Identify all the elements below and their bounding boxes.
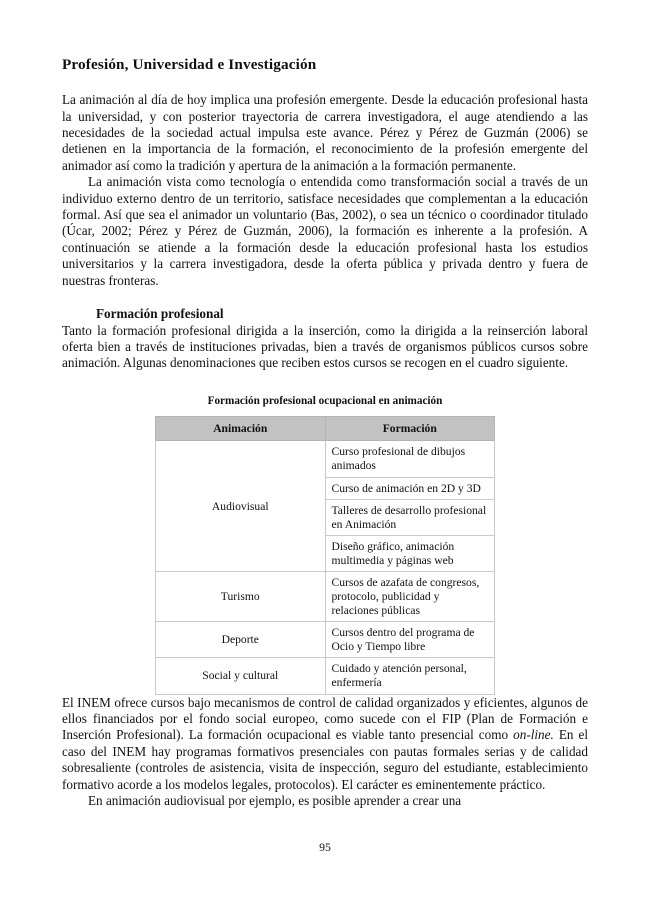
paragraph-intro: La animación al día de hoy implica una profesión emergente. Desde la educación profesional hasta la universidad, y con posterior trayectoria de carrera investigadora, el auge atendiendo a las necesidades de la sociedad actual impulsa este avance. Pérez y Pérez de Guzmán (2006) se detienen en la importancia de la formación, el reconocimiento de la profesión emergente del animador así como la tradición y apertura de la animación a la formación permanente. bbox=[62, 92, 588, 173]
section-heading-formacion-profesional: Formación profesional bbox=[96, 306, 224, 322]
page-title: Profesión, Universidad e Investigación bbox=[62, 56, 317, 73]
paragraph-formacion-profesional: Tanto la formación profesional dirigida a la inserción, como la dirigida a la reinserción laboral oferta bien a través de instituciones privadas, bien a través de organismos públicos cursos sobre animación. Algunas denominaciones que reciben estos cursos se recogen en el cuadro siguiente. bbox=[62, 322, 588, 371]
column-header-formacion: Formación bbox=[325, 416, 495, 441]
table-cell-course: Curso de animación en 2D y 3D bbox=[325, 477, 495, 500]
paragraph-inem-part2: En el caso del INEM hay programas formativos presenciales con pautas formales serias y de calidad sobresaliente (controles de asistencia, visita de inspección, seguro del estudiante, establecimiento formativo acorde a los modelos legales, protocolos). El carácter es eminentemente práctico. bbox=[62, 727, 588, 792]
table-head bbox=[156, 416, 495, 441]
paragraph-inem-part1: El INEM ofrece cursos bajo mecanismos de control de calidad organizados y eficientes, algunos de ellos financiados por el fondo social europeo, como sucede con el FIP (Plan de Formación e Inserción Profesional). La formación ocupacional es viable tanto presencial como bbox=[62, 694, 588, 743]
page-number: 95 bbox=[319, 840, 331, 854]
table-row bbox=[156, 622, 495, 658]
column-header-animacion: Animación bbox=[156, 416, 326, 441]
table-row bbox=[156, 441, 495, 477]
paragraph-animacion-audiovisual: En animación audiovisual por ejemplo, es posible aprender a crear una bbox=[88, 793, 462, 809]
table-cell-course: Cuidado y atención personal, enfermería bbox=[325, 658, 495, 694]
table-cell-category: Social y cultural bbox=[156, 658, 326, 694]
formacion-profesional-table bbox=[155, 416, 495, 695]
table-cell-course: Talleres de desarrollo profesional en Animación bbox=[325, 500, 495, 536]
table-row bbox=[156, 658, 495, 694]
table-body bbox=[156, 441, 495, 694]
paragraph-inem-emphasis: on-line. bbox=[513, 727, 554, 743]
paragraph-animacion-tecnologia: La animación vista como tecnología o entendida como transformación social a través de un individuo externo dentro de un territorio, satisface necesidades que complementan a la educación formal. Así que sea el animador un voluntario (Bas, 2002), o sea un técnico o coordinador titulado (Úcar, 2002; Pérez y Pérez de Guzmán, 2006), la formación es inherente a la profesión. A continuación se atiende a la formación desde la educación profesional hasta los estudios universitarios y la carrera investigadora, desde la oferta pública y privada dentro y fuera de nuestras fronteras. bbox=[62, 174, 588, 288]
table-header-row bbox=[156, 416, 495, 441]
table-cell-course: Cursos dentro del programa de Ocio y Tiempo libre bbox=[325, 622, 495, 658]
table-cell-category: Turismo bbox=[156, 572, 326, 622]
table-cell-course: Cursos de azafata de congresos, protocolo, publicidad y relaciones públicas bbox=[325, 572, 495, 622]
table-row bbox=[156, 572, 495, 622]
table-caption: Formación profesional ocupacional en animación bbox=[207, 394, 443, 407]
table-cell-category: Deporte bbox=[156, 622, 326, 658]
paragraph-inem bbox=[62, 695, 588, 793]
table-cell-course: Diseño gráfico, animación multimedia y páginas web bbox=[325, 536, 495, 572]
table-cell-course: Curso profesional de dibujos animados bbox=[325, 441, 495, 477]
table-cell-category: Audiovisual bbox=[156, 441, 326, 572]
